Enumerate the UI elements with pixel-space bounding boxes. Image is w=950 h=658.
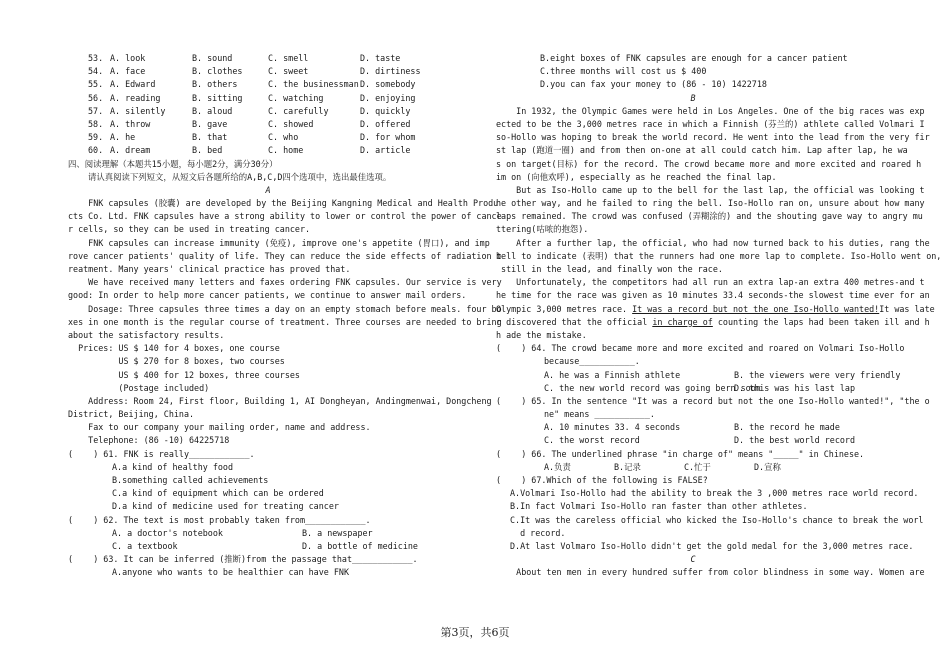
option-row (68, 540, 468, 553)
passage-c-label: C (690, 554, 696, 565)
cloze-cell: B. aloud (192, 105, 233, 116)
section-instruction: 请认真阅读下列短文，从短文后各题所给的A,B,C,D四个选项中，选出最佳选项。 (88, 171, 392, 182)
address-line: Fax to our company your mailing order, name and address. (68, 422, 371, 433)
passage-line: about the satisfactory results. (68, 329, 225, 340)
price-line: Prices: US $ 140 for 4 boxes, one course (68, 343, 280, 354)
left-column (68, 52, 502, 580)
answer-option: C.忙于 (684, 461, 711, 472)
cloze-cell: D. somebody (360, 79, 416, 90)
answer-option: D.a kind of medicine used for treating cancer (112, 501, 339, 512)
answer-option: B.In fact Volmari Iso-Hollo ran faster than other athletes. (510, 501, 808, 512)
right-column (496, 52, 942, 580)
passage-line: st lap (跑道一圈) and from then on-one at all could catch him. Lap after lap, he wa (496, 145, 908, 156)
cloze-row (68, 65, 468, 78)
q63-remaining-options (496, 52, 890, 92)
answer-option: A. 10 minutes 33. 4 seconds (544, 422, 681, 433)
cloze-cell: C. smell (268, 53, 309, 63)
question-stem: ( ) 65. In the sentence "It was a record but not the one Iso-Hollo wanted!", "the o (496, 395, 930, 406)
cloze-cell: 59. (88, 132, 104, 143)
passage-a-label: A (265, 184, 271, 195)
passage-line: r cells, so they can be used in treating cancer. (68, 224, 311, 235)
answer-option: B.something called achievements (112, 475, 269, 485)
answer-option: D. a bottle of medicine (302, 540, 418, 551)
cloze-cell: B. bed (192, 145, 223, 156)
cloze-cell: C. home (268, 145, 304, 156)
answer-option: D. this was his last lap (734, 382, 856, 393)
answer-option: B.eight boxes of FNK capsules are enough for a cancer patient (540, 53, 848, 63)
cloze-cell: C. sweet (268, 66, 309, 77)
cloze-cell: A. face (110, 66, 146, 77)
question-stem-cont: because___________. (544, 356, 640, 367)
passage-line: In 1932, the Olympic Games were held in Los Angeles. One of the big races was exp (496, 105, 925, 116)
passage-line (496, 316, 930, 329)
passage-c-first-line: About ten men in every hundred suffer from color blindness in some way. Women are (496, 567, 925, 578)
price-line: US $ 400 for 12 boxes, three courses (68, 369, 300, 380)
question-stem-cont: ne" means ___________. (544, 409, 655, 420)
section-heading: 四、阅读理解（本题共15小题，每小题2分，满分30分） (68, 158, 278, 169)
option-row (496, 421, 890, 434)
questions-61-63 (68, 448, 468, 580)
address-line: Address: Room 24, First floor, Building 1, AI Dongheyan, Andingmenwai, Dongcheng (68, 395, 492, 406)
cloze-cell: 56. (88, 92, 104, 103)
passage-line: After a further lap, the official, who had now turned back to his duties, rang the (496, 237, 930, 248)
cloze-cell: A. look (110, 53, 146, 63)
address-line: Telephone: (86 -10) 64225718 (68, 435, 230, 446)
cloze-cell: B. that (192, 132, 228, 143)
passage-text: r discovered that the official (496, 316, 653, 327)
answer-option: C.a kind of equipment which can be ordered (112, 488, 324, 499)
cloze-cell: 58. (88, 118, 104, 129)
passage-line: FNK capsules (胶囊) are developed by the Beijing Kangning Medical and Health Produ (68, 198, 499, 209)
cloze-cell: 53. (88, 53, 104, 63)
passage-line: h ade the mistake. (496, 329, 587, 340)
answer-option: A. he was a Finnish athlete (544, 369, 681, 380)
question-stem: ( ) 63. It can be inferred (推断)from the passage that____________. (68, 554, 418, 565)
cloze-row (68, 118, 468, 131)
cloze-row (68, 105, 468, 118)
cloze-cell: A. reading (110, 92, 161, 103)
passage-line: laps remained. The crowd was confused (弄糊涂的) and the shouting gave way to angry mu (496, 211, 923, 222)
answer-option: B. the viewers were very friendly (734, 369, 901, 380)
passage-line: We have received many letters and faxes ordering FNK capsules. Our service is very (68, 277, 502, 288)
cloze-row (68, 52, 468, 65)
cloze-cell: 57. (88, 105, 104, 116)
cloze-cell: 55. (88, 79, 104, 90)
answer-option: D.At last Volmaro Iso-Hollo didn't get the gold medal for the 3,000 metres race. (510, 540, 914, 551)
answer-option: D.you can fax your money to (86 - 10) 1422718 (540, 79, 767, 90)
answer-option: C. a textbook (112, 540, 178, 551)
passage-line: bell to indicate (表明) that the runners had one more lap to complete. Iso-Hollo went on, (496, 250, 942, 261)
cloze-cell: C. who (268, 132, 299, 143)
cloze-cell: B. others (192, 79, 238, 90)
passage-line: FNK capsules can increase immunity (免疫), improve one's appetite (胃口), and imp (68, 237, 490, 248)
cloze-cell: C. the businessman (268, 79, 359, 90)
passage-line: xes in one month is the regular course of treatment. Three courses are needed to bring (68, 316, 502, 327)
passage-line: im on (向他欢呼), especially as he reached the final lap. (496, 171, 777, 182)
passage-text: Olympic 3,000 metres race. (496, 303, 633, 314)
passage-a-body (68, 197, 502, 448)
cloze-cell: 60. (88, 145, 104, 156)
cloze-cell: B. sound (192, 53, 233, 63)
cloze-row (68, 78, 468, 91)
answer-option: d record. (510, 527, 566, 538)
passage-line: still in the lead, and finally won the race. (496, 264, 723, 274)
cloze-cell: A. silently (110, 105, 166, 116)
passage-line: cts Co. Ltd. FNK capsules have a strong ability to lower or control the power of cance (68, 211, 502, 222)
questions-64-67 (496, 342, 930, 553)
passage-line: he other way, and he failed to ring the bell. Iso-Hollo ran on, unsure about how many (496, 198, 925, 209)
answer-option: C. the worst record (544, 435, 640, 446)
question-stem: ( ) 61. FNK is really____________. (68, 448, 255, 459)
answer-option: A. a doctor's notebook (112, 527, 223, 538)
passage-line: Dosage: Three capsules three times a day on an empty stomach before meals. four bo (68, 303, 502, 314)
option-row (496, 369, 901, 382)
answer-option: A.anyone who wants to be healthier can have FNK (112, 567, 349, 578)
answer-option: A.Volmari Iso-Hollo had the ability to break the 3 ,000 metres race world record. (510, 488, 919, 499)
cloze-cell: 54. (88, 66, 104, 77)
cloze-row (68, 92, 468, 105)
passage-line: Unfortunately, the competitors had all run an extra lap-an extra 400 metres-and t (496, 277, 925, 288)
passage-line: s on target(目标) for the record. The crowd became more and more excited and roared h (496, 158, 922, 169)
cloze-cell: A. Edward (110, 79, 156, 90)
cloze-cell: A. he (110, 132, 136, 143)
page-footer: 第3页，共6页 (440, 626, 510, 639)
answer-option: C.three months will cost us $ 400 (540, 66, 707, 77)
question-stem: ( ) 66. The underlined phrase "in charge of" means "_____" in Chinese. (496, 448, 865, 459)
cloze-cell: D. for whom (360, 132, 416, 143)
cloze-cell: A. dream (110, 145, 151, 156)
question-stem: ( ) 64. The crowd became more and more excited and roared on Volmari Iso-Hollo (496, 343, 905, 354)
cloze-cell: B. sitting (192, 92, 243, 103)
cloze-cell: D. taste (360, 53, 401, 63)
passage-line: But as Iso-Hollo came up to the bell for the last lap, the official was looking t (496, 184, 925, 195)
cloze-options (68, 52, 468, 158)
cloze-cell: C. showed (268, 118, 314, 129)
option-row (68, 527, 468, 540)
cloze-cell: C. carefully (268, 105, 329, 116)
passage-text: counting the laps had been taken ill and h (712, 316, 930, 327)
option-row (496, 382, 890, 395)
cloze-cell: C. watching (268, 92, 324, 103)
cloze-cell: B. gave (192, 118, 228, 129)
passage-line: reatment. Many years' clinical practice has proved that. (68, 264, 351, 274)
answer-option: B. the record he made (734, 422, 840, 433)
passage-b-body (496, 105, 942, 342)
question-stem: ( ) 62. The text is most probably taken from____________. (68, 514, 371, 525)
passage-line: good: In order to help more cancer patients, we continue to answer mail orders. (68, 290, 467, 301)
answer-option: B. a newspaper (302, 527, 373, 538)
price-line: US $ 270 for 8 boxes, two courses (68, 356, 285, 367)
question-stem: ( ) 67.Which of the following is FALSE? (496, 475, 708, 485)
option-row (496, 461, 890, 474)
passage-line: he time for the race was given as 10 minutes 33.4 seconds-the slowest time ever for an (496, 290, 930, 301)
passage-b-label: B (690, 92, 696, 103)
passage-line: rove cancer patients' quality of life. They can reduce the side effects of radiation t (68, 250, 502, 261)
cloze-cell: D. article (360, 145, 411, 156)
answer-option: D. the best world record (734, 435, 856, 446)
option-row (496, 434, 890, 447)
cloze-cell: D. enjoying (360, 92, 416, 103)
answer-option: A.a kind of healthy food (112, 461, 234, 472)
cloze-cell: A. throw (110, 118, 151, 129)
cloze-cell: D. dirtiness (360, 66, 421, 77)
cloze-row (68, 144, 468, 157)
answer-option: B.记录 (614, 461, 641, 472)
answer-option: D.宣称 (754, 461, 781, 472)
cloze-cell: D. offered (360, 118, 411, 129)
underlined-sentence: It was a record but not the one Iso-Hollo wanted! (632, 303, 880, 314)
underlined-phrase: in charge of (652, 316, 713, 327)
answer-option: C.It was the careless official who kicked the Iso-Hollo's chance to break the worl (510, 514, 924, 525)
passage-line: ected to be the 3,000 metres race in which a Finnish (芬兰的) athlete called Volmari I (496, 118, 925, 129)
answer-option: A.负责 (544, 461, 571, 472)
passage-text: It was late (879, 303, 935, 314)
cloze-cell: B. clothes (192, 66, 243, 77)
passage-line: ttering(咕哝的抱怨). (496, 224, 589, 235)
passage-line: so-Hollo was hoping to break the world record. He went into the lead from the very fir (496, 132, 930, 143)
answer-option: C. the new world record was going bern soon (544, 382, 761, 393)
price-line: (Postage included) (68, 382, 210, 393)
address-line: District, Beijing, China. (68, 409, 195, 420)
cloze-cell: D. quickly (360, 105, 411, 116)
cloze-row (68, 131, 468, 144)
passage-line (496, 303, 935, 316)
